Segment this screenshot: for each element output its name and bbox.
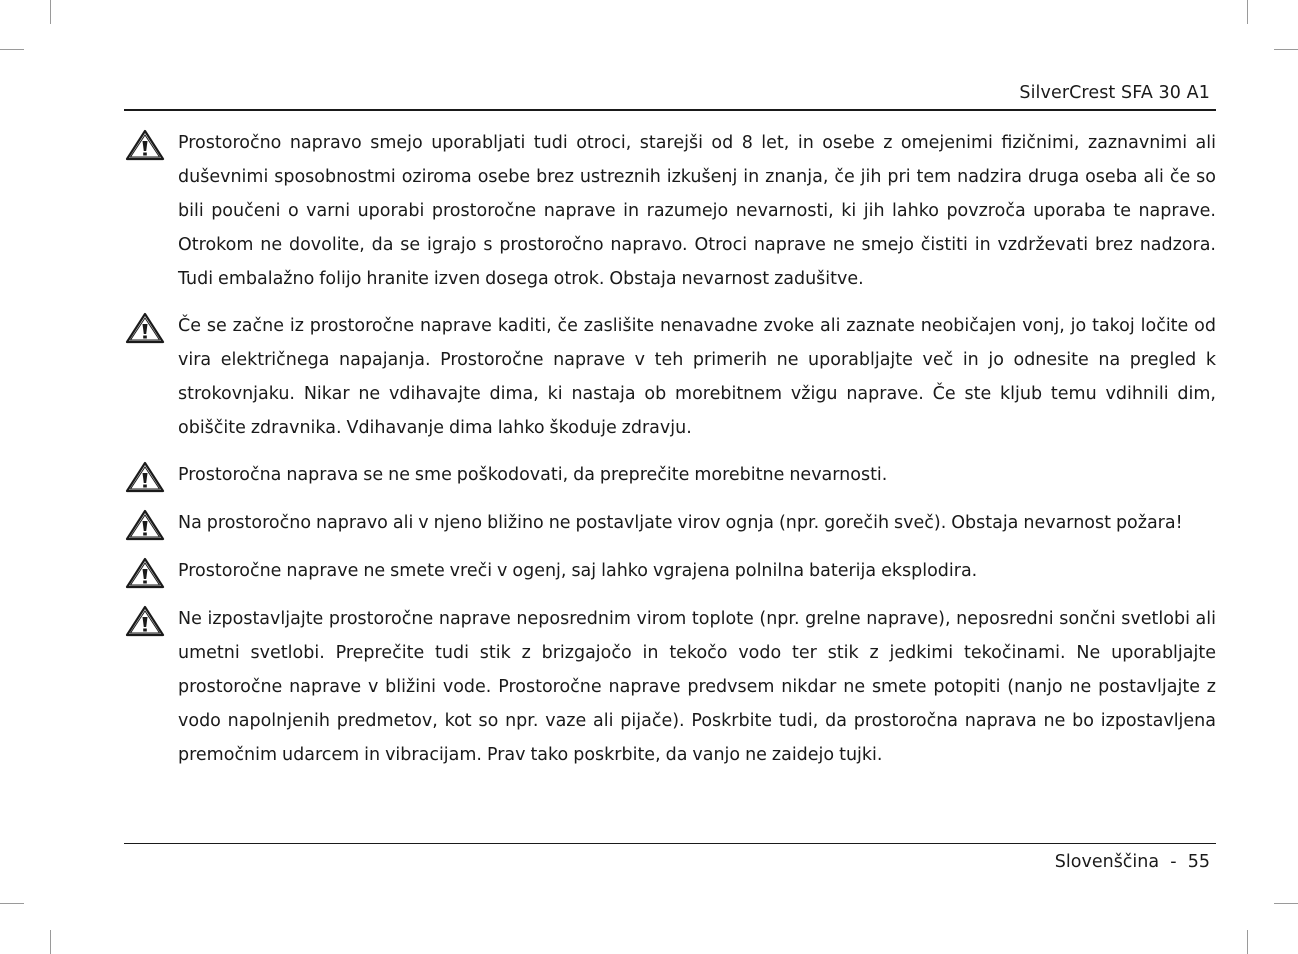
warning-text: Če se začne iz prostoročne naprave kaditi, če zaslišite nenavadne zvoke ali zaznate neobičajen vonj, jo takoj ločite od vira električnega napajanja. Prostoročne naprave v teh primerih ne uporabljajte več in jo odnesite na pregled k strokovnjaku. Nikar ne vdihavajte dima, ki nastaja ob morebitnem vžigu naprave. Če ste kljub temu vdihnili dim, obiščite zdravnika. Vdihavanje dima lahko škoduje zdravju. xyxy=(178,316,1216,438)
crop-mark-left-top xyxy=(0,49,24,50)
warning-item xyxy=(124,309,1216,445)
footer-label xyxy=(1055,852,1210,872)
warning-triangle-icon xyxy=(124,509,168,541)
crop-mark-top-right xyxy=(1247,0,1248,24)
page-footer xyxy=(124,843,1216,872)
crop-mark-bottom-left xyxy=(50,930,51,954)
crop-mark-top-left xyxy=(50,0,51,24)
warning-triangle-icon xyxy=(124,557,168,589)
crop-mark-bottom-right xyxy=(1247,930,1248,954)
crop-mark-left-bottom xyxy=(0,903,24,904)
warning-triangle-icon xyxy=(124,129,168,161)
warning-item xyxy=(124,458,1216,493)
crop-mark-right-bottom xyxy=(1274,903,1298,904)
warning-item xyxy=(124,126,1216,296)
warning-text: Prostoročne naprave ne smete vreči v ogenj, saj lahko vgrajena polnilna baterija eksplodira. xyxy=(178,561,978,581)
header-title: SilverCrest SFA 30 A1 xyxy=(1019,83,1210,103)
warning-text: Ne izpostavljajte prostoročne naprave neposrednim virom toplote (npr. grelne naprave), neposredni sončni svetlobi ali umetni svetlobi. Preprečite tudi stik z brizgajočo in tekočo vodo ter stik z jedkimi tekočinami. Ne uporabljajte prostoročne naprave v bližini vode. Prostoročne naprave predvsem nikdar ne smete potopiti (nanjo ne postavljajte z vodo napolnjenih predmetov, kot so npr. vaze ali pijače). Poskrbite tudi, da prostoročna naprava ne bo izpostavljena premočnim udarcem in vibracijam. Prav tako poskrbite, da vanjo ne zaidejo tujki. xyxy=(178,609,1216,765)
page-header xyxy=(124,78,1216,111)
warning-triangle-icon xyxy=(124,461,168,493)
crop-mark-right-top xyxy=(1274,49,1298,50)
warning-triangle-icon xyxy=(124,312,168,344)
warning-text: Na prostoročno napravo ali v njeno bližino ne postavljate virov ognja (npr. gorečih sveč). Obstaja nevarnost požara! xyxy=(178,513,1183,533)
warning-text: Prostoročno napravo smejo uporabljati tudi otroci, starejši od 8 let, in osebe z omejenimi fizičnimi, zaznavnimi ali duševnimi sposobnostmi oziroma osebe brez ustreznih izkušenj in znanja, če jih pri tem nadzira druga oseba ali če so bili poučeni o varni uporabi prostoročne naprave in razumejo nevarnosti, ki jih lahko povzroča uporaba te naprave. Otrokom ne dovolite, da se igrajo s prostoročno napravo. Otroci naprave ne smejo čistiti in vzdrževati brez nadzora. Tudi embalažno folijo hranite izven dosega otrok. Obstaja nevarnost zadušitve. xyxy=(178,133,1216,289)
footer-separator: - xyxy=(1170,852,1177,872)
warning-item xyxy=(124,554,1216,589)
warnings-list xyxy=(124,126,1216,785)
warning-item xyxy=(124,602,1216,772)
warning-triangle-icon xyxy=(124,605,168,637)
page-number: 55 xyxy=(1187,852,1210,872)
warning-text: Prostoročna naprava se ne sme poškodovati, da preprečite morebitne nevarnosti. xyxy=(178,465,888,485)
warning-item xyxy=(124,506,1216,541)
footer-language: Slovenščina xyxy=(1054,852,1160,872)
